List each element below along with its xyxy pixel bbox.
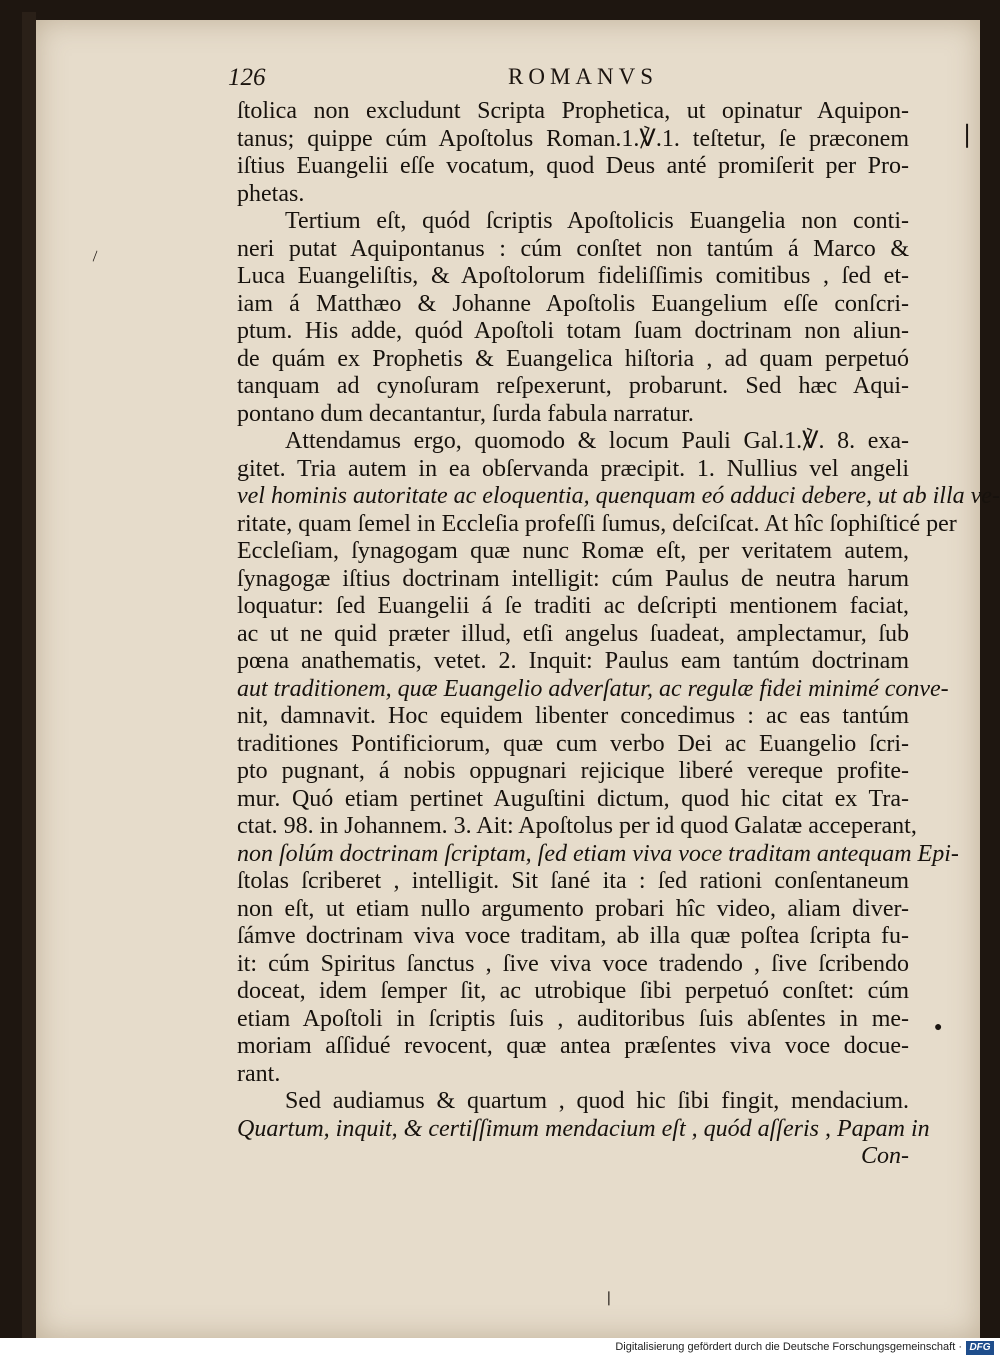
text-line: tanquam ad cynoſuram reſpexerunt, probarunt. Sed hæc Aqui- (237, 373, 909, 399)
text-line: Quartum, inquit, & certiſſimum mendacium eſt , quód aſſeris , Papam in (237, 1115, 930, 1142)
text-line: gitet. Tria autem in ea obſervanda præcipit. 1. Nullius vel angeli (237, 455, 909, 482)
text-line: ſtolica non excludunt Scripta Prophetica, ut opinatur Aquipon- (237, 98, 909, 124)
text-line: vel hominis autoritate ac eloquentia, quenquam eó adduci debere, ut ab illa ve- (237, 483, 1000, 509)
footer-credit: Digitalisierung gefördert durch die Deutsche Forschungsgemeinschaft · (615, 1341, 962, 1353)
text-line: pto pugnant, á nobis oppugnari rejicique liberé vereque profite- (237, 758, 909, 784)
text-line: mur. Quó etiam pertinet Auguſtini dictum, quod hic citat ex Tra- (237, 785, 909, 812)
text-line: aut traditionem, quæ Euangelio adverſatur, ac regulæ fidei minimé conve- (237, 675, 949, 702)
text-line: rant. (237, 1060, 281, 1087)
footer-bar (0, 1338, 1000, 1360)
text-line: traditiones Pontificiorum, quæ cum verbo Dei ac Euangelio ſcri- (237, 730, 909, 757)
page-number: 126 (228, 64, 266, 91)
text-line: Eccleſiam, ſynagogam quæ nunc Romæ eſt, per veritatem autem, (237, 538, 909, 564)
text-line: doceat, idem ſemper ſit, ac utrobique ſibi perpetuó conſtet: cúm (237, 978, 909, 1004)
text-line: Tertium eſt, quód ſcriptis Apoſtolicis Euangelia non conti- (285, 208, 909, 234)
running-head (228, 60, 918, 96)
text-line: tanus; quippe cúm Apoſtolus Roman.1.℣.1. teſtetur, ſe præconem (237, 125, 909, 152)
text-line: ſtolas ſcriberet , intelligit. Sit ſané ita : ſed rationi conſentaneum (237, 868, 909, 894)
catchword: Con- (861, 1143, 909, 1169)
ink-mark: ● (934, 1020, 943, 1035)
text-line: Luca Euangeliſtis, & Apoſtolorum fideliſſimis comitibus , ſed et- (237, 263, 909, 289)
ink-mark: \ (87, 248, 102, 265)
text-line: it: cúm Spiritus ſanctus , ſive viva voce tradendo , ſive ſcribendo (237, 950, 909, 977)
ink-mark: ❘ (957, 122, 978, 148)
text-line: neri putat Aquipontanus : cúm conſtet non tantúm á Marco & (237, 235, 909, 262)
text-line: etiam Apoſtoli in ſcriptis ſuis , auditoribus ſuis abſentes in me- (237, 1005, 909, 1032)
header-title: ROMANVS (508, 64, 659, 89)
text-line: phetas. (237, 180, 305, 207)
text-line: ſámve doctrinam viva voce traditam, ab illa quæ poſtea ſcripta fu- (237, 923, 909, 949)
page-edge (22, 12, 36, 1342)
text-line: Sed audiamus & quartum , quod hic ſibi fingit, mendacium. (285, 1088, 909, 1114)
text-line: ctat. 98. in Johannem. 3. Ait: Apoſtolus per id quod Galatæ acceperant, (237, 813, 917, 839)
text-line: nit, damnavit. Hoc equidem libenter concedimus : ac eas tantúm (237, 703, 909, 729)
text-line: ac ut ne quid præter illud, etſi angelus ſuadeat, amplectamur, ſub (237, 620, 909, 647)
body-text (237, 98, 1000, 1171)
text-line: de quám ex Prophetis & Euangelica hiſtoria , ad quam perpetuó (237, 345, 909, 372)
text-line: non eſt, ut etiam nullo argumento probari hîc video, aliam diver- (237, 895, 909, 922)
text-line: ptum. His adde, quód Apoſtoli totam ſuam doctrinam non aliun- (237, 318, 909, 344)
text-line: loquatur: ſed Euangelii á ſe traditi ac deſcripti mentionem faciat, (237, 593, 909, 619)
dfg-logo: DFG (966, 1341, 994, 1355)
text-line: pœna anathematis, vetet. 2. Inquit: Paulus eam tantúm doctrinam (237, 648, 909, 674)
ink-mark: ❘ (603, 1291, 615, 1306)
text-line: iſtius Euangelii eſſe vocatum, quod Deus anté promiſerit per Pro- (237, 153, 909, 179)
text-line: non ſolúm doctrinam ſcriptam, ſed etiam viva voce traditam antequam Epi- (237, 840, 959, 867)
text-line: ſynagogæ iſtius doctrinam intelligit: cúm Paulus de neutra harum (237, 565, 909, 592)
text-line: ritate, quam ſemel in Eccleſia profeſſi ſumus, deſciſcat. At hîc ſophiſticé per (237, 510, 957, 537)
text-line: Attendamus ergo, quomodo & locum Pauli Gal.1.℣. 8. exa- (285, 428, 909, 454)
text-line: moriam aſſidué revocent, quæ antea præſentes viva voce docue- (237, 1033, 909, 1059)
text-line: iam á Matthæo & Johanne Apoſtolis Euangelium eſſe conſcri- (237, 290, 909, 317)
text-line: pontano dum decantantur, ſurda fabula narratur. (237, 400, 694, 427)
